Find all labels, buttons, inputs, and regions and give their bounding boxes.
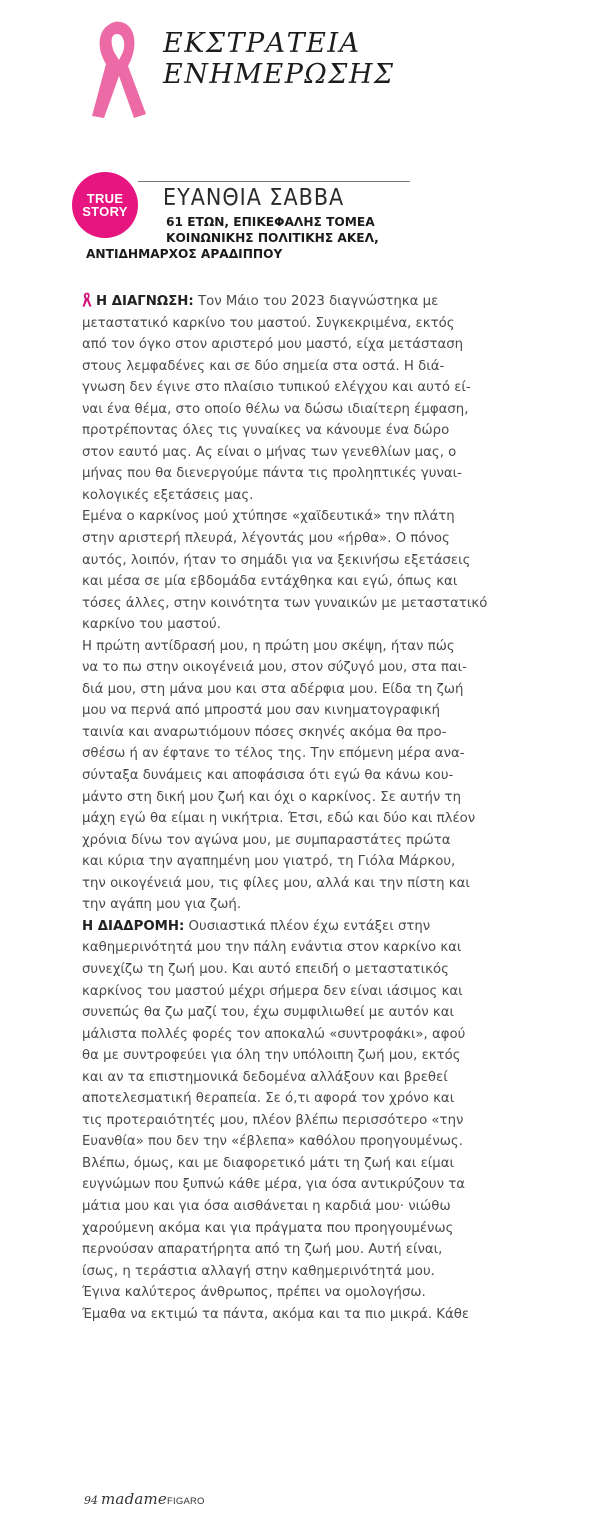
person-name: ΕΥΑΝΘΙΑ ΣΑΒΒΑ	[163, 185, 345, 211]
article-line: καρκίνο του μαστού.	[82, 617, 221, 633]
article-line: μάλιστα πολλές φορές τον αποκαλώ «συντροφάκι», αφού	[82, 1026, 466, 1042]
article-line: να το πω στην οικογένειά μου, στον σύζυγό μου, στα παι-	[82, 660, 467, 676]
section-label-journey: Η ΔΙΑΔΡΟΜΗ:	[82, 918, 185, 934]
article-line: μάτια μου και για όσα αισθάνεται η καρδιά μου· νιώθω	[82, 1198, 451, 1214]
article-line: θα με συντροφεύει για όλη την υπόλοιπη ζωή μου, εκτός	[82, 1048, 461, 1064]
article-line: την οικογένειά μου, τις φίλες μου, αλλά και την πίστη και	[82, 875, 470, 891]
article-line: τόσες άλλες, στην κοινότητα των γυναικών με μεταστατικό	[82, 595, 488, 611]
article-line: προτρέποντας όλες τις γυναίκες να κάνουμε ένα δώρο	[82, 423, 450, 439]
article-line: περνούσαν απαρατήρητα από τη ζωή μου. Αυτή είναι,	[82, 1242, 443, 1258]
mini-ribbon-icon	[82, 292, 92, 307]
article-line	[82, 291, 558, 313]
article-line: καρκίνος του μαστού μέχρι σήμερα δεν είναι ιάσιμος και	[82, 983, 463, 999]
article-line: αποτελεσματική θεραπεία. Σε ό,τι αφορά τον χρόνο και	[82, 1091, 455, 1107]
article-line: ίσως, η τεράστια αλλαγή στην καθημερινότητά μου.	[82, 1263, 435, 1279]
page-footer	[84, 1490, 205, 1510]
article-line: συνεπώς θα ζω μαζί του, έχω συμφιλιωθεί με αυτόν και	[82, 1005, 454, 1021]
article-line: Η πρώτη αντίδρασή μου, η πρώτη μου σκέψη, ήταν πώς	[82, 638, 455, 654]
section2-first-line: Ουσιαστικά πλέον έχω εντάξει στην	[184, 918, 431, 934]
article-line: ευγνώμων που ξυπνώ κάθε μέρα, για όσα αντικρύζουν τα	[82, 1177, 466, 1193]
article-line: Έμαθα να εκτιμώ τα πάντα, ακόμα και τα πιο μικρά. Κάθε	[82, 1306, 470, 1322]
person-role	[86, 214, 446, 262]
article-line: Έγινα καλύτερος άνθρωπος, πρέπει να ομολογήσω.	[82, 1285, 426, 1301]
article-line: χαρούμενη ακόμα και για πράγματα που προηγουμένως	[82, 1220, 454, 1236]
person-role-line1: 61 ΕΤΩΝ, ΕΠΙΚΕΦΑΛΗΣ ΤΟΜΕΑ	[166, 215, 375, 229]
section-label-diagnosis: Η ΔΙΑΓΝΩΣΗ:	[96, 294, 194, 309]
article-line: στην αριστερή πλευρά, λέγοντάς μου «ήρθα». Ο πόνος	[82, 531, 450, 547]
article-line	[82, 916, 558, 938]
article-line: μου να περνά από μπροστά μου σαν κινηματογραφική	[82, 703, 441, 719]
article-line: καθημερινότητά μου την πάλη ενάντια στον καρκίνο και	[82, 940, 462, 956]
article-line: Βλέπω, όμως, και με διαφορετικό μάτι τη ζωή και είμαι	[82, 1155, 454, 1171]
article-line: στους λεμφαδένες και σε δύο σημεία στα οστά. Η διά-	[82, 358, 445, 374]
article-line: συνεχίζω τη ζωή μου. Και αυτό επειδή ο μεταστατικός	[82, 961, 449, 977]
campaign-title	[163, 28, 395, 90]
article-line: την αγάπη μου για ζωή.	[82, 897, 242, 913]
article-line: μάχη εγώ θα είμαι η νικήτρια. Έτσι, εδώ και δύο και πλέον	[82, 811, 476, 827]
article-body	[82, 291, 558, 1325]
article-line: γνωση δεν έγινε στο πλαίσιο τυπικού ελέγχου και αυτό εί-	[82, 380, 471, 396]
person-role-line3: ΑΝΤΙΔΗΜΑΡΧΟΣ ΑΡΑΔΙΠΠΟΥ	[86, 247, 283, 261]
article-line: Ευανθία» που δεν την «έβλεπα» καθόλου προηγουμένως.	[82, 1134, 463, 1150]
article-line: στον εαυτό μας. Ας είναι ο μήνας των γενεθλίων μας, ο	[82, 444, 457, 460]
article-line: χρόνια δίνω τον αγώνα μου, με συμπαραστάτες πρώτα	[82, 832, 451, 848]
magazine-logo-madame: madame	[101, 1490, 168, 1508]
article-line: μήνας που θα διενεργούμε πάντα τις προληπτικές γυναι-	[82, 466, 462, 482]
article-line: ναι ένα θέμα, στο οποίο θέλω να δώσω ιδιαίτερη έμφαση,	[82, 401, 469, 417]
article-line: αυτός, λοιπόν, ήταν το σημάδι για να ξεκινήσω εξετάσεις	[82, 552, 471, 568]
article-line: και μέσα σε μία εβδομάδα εντάχθηκα και εγώ, όπως και	[82, 574, 458, 590]
magazine-logo-figaro: FIGARO	[167, 1496, 205, 1507]
article-line: τις προτεραιότητές μου, πλέον βλέπω περισσότερο «την	[82, 1112, 464, 1128]
article-line: σθέσω ή αν έφτανε το τέλος της. Την επόμενη μέρα ανα-	[82, 746, 465, 762]
section2-text	[82, 937, 558, 1325]
article-line: κολογικές εξετάσεις μας.	[82, 487, 254, 503]
badge-line1: TRUE	[86, 191, 124, 206]
badge-line2: STORY	[82, 204, 128, 219]
article-line: διά μου, στη μάνα μου και στα αδέρφια μου. Είδα τη ζωή	[82, 681, 464, 697]
campaign-title-line2: ΕΝΗΜΕΡΩΣΗΣ	[163, 59, 395, 90]
page-number: 94	[84, 1494, 98, 1507]
section1-first-line: Τον Μάιο του 2023 διαγνώστηκα με	[193, 294, 439, 309]
header-divider	[138, 181, 410, 182]
article-line: και κύρια την αγαπημένη μου γιατρό, τη Γιόλα Μάρκου,	[82, 854, 456, 870]
article-line: μάντο στη δική μου ζωή και όχι ο καρκίνος. Σε αυτήν τη	[82, 789, 461, 805]
pink-ribbon-icon	[88, 18, 150, 120]
person-role-line2: ΚΟΙΝΩΝΙΚΗΣ ΠΟΛΙΤΙΚΗΣ ΑΚΕΛ,	[166, 231, 379, 245]
section1-text	[82, 313, 558, 916]
campaign-title-line1: ΕΚΣΤΡΑΤΕΙΑ	[163, 28, 361, 59]
article-line: Εμένα ο καρκίνος μού χτύπησε «χαϊδευτικά» την πλάτη	[82, 509, 455, 525]
article-line: ταινία και αναρωτιόμουν πόσες σκηνές ακόμα θα προ-	[82, 724, 447, 740]
article-line: σύνταξα δυνάμεις και αποφάσισα ότι εγώ θα κάνω κου-	[82, 768, 454, 784]
article-line: και αν τα επιστημονικά δεδομένα αλλάξουν και βρεθεί	[82, 1069, 448, 1085]
article-line: από τον όγκο στον αριστερό μου μαστό, είχα μετάσταση	[82, 337, 464, 353]
article-line: μεταστατικό καρκίνο του μαστού. Συγκεκριμένα, εκτός	[82, 315, 455, 331]
